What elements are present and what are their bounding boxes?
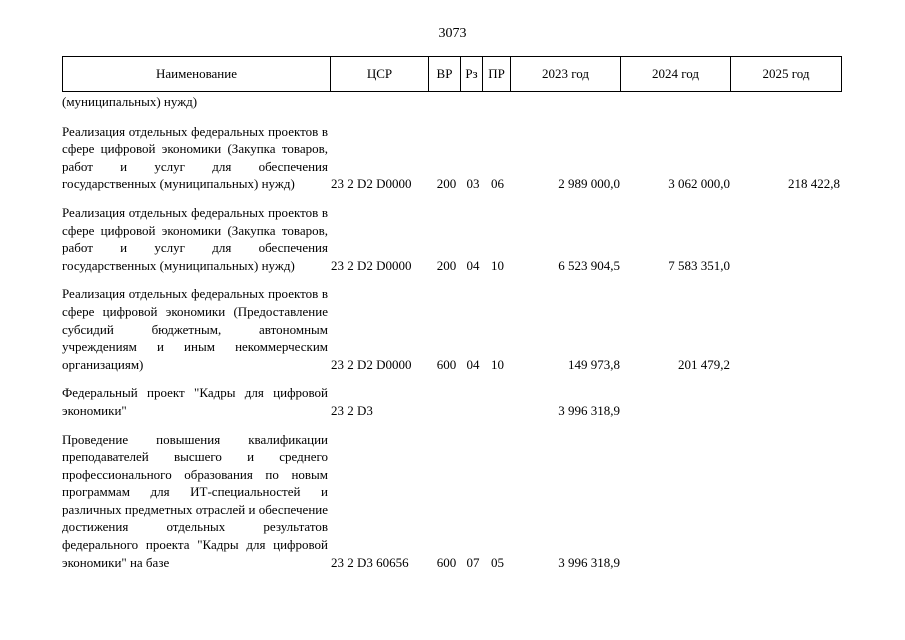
table-row xyxy=(62,384,852,419)
table-header xyxy=(62,56,842,92)
row-rz: 07 xyxy=(466,554,480,570)
row-2024: 201 479,2 xyxy=(678,356,730,372)
continuation-text: (муниципальных) нужд) xyxy=(62,94,198,109)
row-name: Федеральный проект "Кадры для цифровой экономики" xyxy=(62,385,328,418)
row-2023: 149 973,8 xyxy=(568,356,620,372)
header-2025: 2025 год xyxy=(731,57,842,92)
row-2023: 6 523 904,5 xyxy=(558,257,620,273)
row-2024: 3 062 000,0 xyxy=(668,176,730,192)
header-csr: ЦСР xyxy=(331,57,429,92)
row-pr: 06 xyxy=(491,176,504,192)
header-2023: 2023 год xyxy=(511,57,621,92)
header-name: Наименование xyxy=(63,57,331,92)
row-name: Реализация отдельных федеральных проектов в сфере цифровой экономики (Закупка товаров, работ и услуг для обеспечения государственных (муниципальных) нужд) xyxy=(62,204,328,273)
row-csr: 23 2 D3 60656 xyxy=(331,554,409,570)
header-2024: 2024 год xyxy=(621,57,731,92)
row-rz: 04 xyxy=(466,356,480,372)
row-csr: 23 2 D2 D0000 xyxy=(331,356,412,372)
page-number: 3073 xyxy=(438,26,467,41)
row-rz: 03 xyxy=(466,176,480,192)
row-name: Реализация отдельных федеральных проектов в сфере цифровой экономики (Предоставление субсидий бюджетным, автономным учреждениям и иным некоммерческим организациям) xyxy=(62,286,328,372)
row-name: Реализация отдельных федеральных проектов в сфере цифровой экономики (Закупка товаров, работ и услуг для обеспечения государственных (муниципальных) нужд) xyxy=(62,123,328,192)
header-rz: Рз xyxy=(461,57,483,92)
row-csr: 23 2 D3 xyxy=(331,402,373,418)
row-2023: 3 996 318,9 xyxy=(558,402,620,418)
row-csr: 23 2 D2 D0000 xyxy=(331,257,412,273)
row-name: Проведение повышения квалификации преподавателей высшего и среднего профессионального образования по новым программам для ИТ-специальностей и различных предметных отраслей и обеспечение достижения отдельных результатов федерального проекта "Кадры для цифровой экономики" на базе xyxy=(62,431,328,570)
row-rz: 04 xyxy=(466,257,480,273)
header-pr: ПР xyxy=(483,57,511,92)
row-vr: 600 xyxy=(436,554,457,570)
table-row xyxy=(62,285,852,373)
header-vr: ВР xyxy=(429,57,461,92)
table-row xyxy=(62,123,852,193)
row-2025: 218 422,8 xyxy=(788,176,840,192)
table-row xyxy=(62,204,852,274)
row-pr: 10 xyxy=(491,356,504,372)
row-csr: 23 2 D2 D0000 xyxy=(331,176,412,192)
row-vr: 600 xyxy=(436,356,457,372)
row-2023: 3 996 318,9 xyxy=(558,554,620,570)
row-2024: 7 583 351,0 xyxy=(668,257,730,273)
row-pr: 05 xyxy=(491,554,504,570)
table-body xyxy=(62,93,852,582)
table-row xyxy=(62,431,852,572)
row-2023: 2 989 000,0 xyxy=(558,176,620,192)
row-vr: 200 xyxy=(436,257,457,273)
row-vr: 200 xyxy=(436,176,457,192)
row-pr: 10 xyxy=(491,257,504,273)
